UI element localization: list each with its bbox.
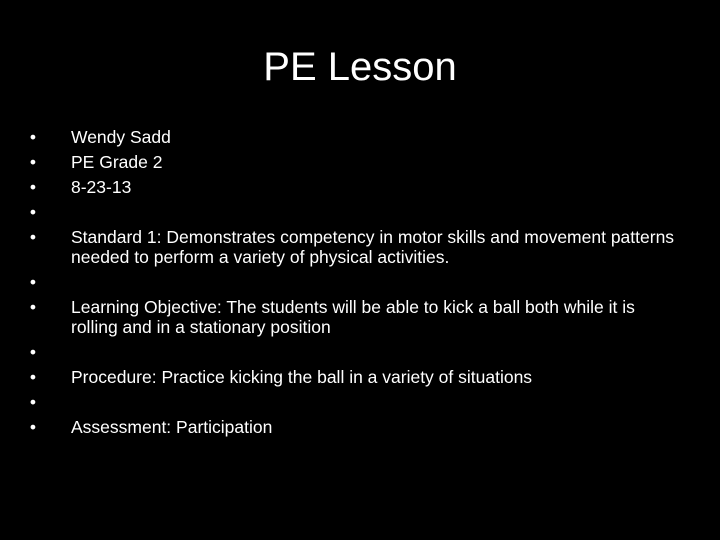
bullet-item	[26, 417, 686, 437]
bullet-dot-icon: •	[29, 272, 37, 292]
bullet-dot-icon: •	[29, 417, 37, 437]
bullet-dot-icon: •	[29, 227, 37, 247]
bullet-item	[26, 297, 686, 337]
bullet-list	[26, 127, 686, 442]
bullet-text: Assessment: Participation	[71, 417, 273, 437]
slide-title: PE Lesson	[263, 45, 457, 89]
bullet-text: PE Grade 2	[71, 152, 163, 172]
bullet-text	[71, 202, 686, 222]
bullet-item-empty	[26, 342, 686, 362]
bullet-dot-icon: •	[29, 127, 37, 147]
bullet-dot-icon: •	[29, 392, 37, 412]
bullet-dot-icon: •	[29, 367, 37, 387]
bullet-text: Wendy Sadd	[71, 127, 171, 147]
bullet-text: Procedure: Practice kicking the ball in a variety of situations	[71, 367, 533, 387]
bullet-item-empty	[26, 272, 686, 292]
bullet-dot-icon: •	[29, 342, 37, 362]
bullet-dot-icon: •	[29, 202, 37, 222]
bullet-item	[26, 367, 686, 387]
bullet-item-empty	[26, 202, 686, 222]
bullet-item-empty	[26, 392, 686, 412]
bullet-item	[26, 127, 686, 147]
bullet-dot-icon: •	[29, 297, 37, 317]
bullet-text	[71, 392, 686, 412]
bullet-text	[71, 342, 686, 362]
bullet-text: Learning Objective: The students will be able to kick a ball both while it is rolling and in a stationary position	[71, 297, 635, 337]
bullet-item	[26, 152, 686, 172]
bullet-text	[71, 272, 686, 292]
bullet-dot-icon: •	[29, 152, 37, 172]
bullet-dot-icon: •	[29, 177, 37, 197]
bullet-text: Standard 1: Demonstrates competency in motor skills and movement patterns needed to perform a variety of physical activities.	[71, 227, 675, 267]
bullet-text: 8-23-13	[71, 177, 132, 197]
bullet-item	[26, 227, 686, 267]
bullet-item	[26, 177, 686, 197]
